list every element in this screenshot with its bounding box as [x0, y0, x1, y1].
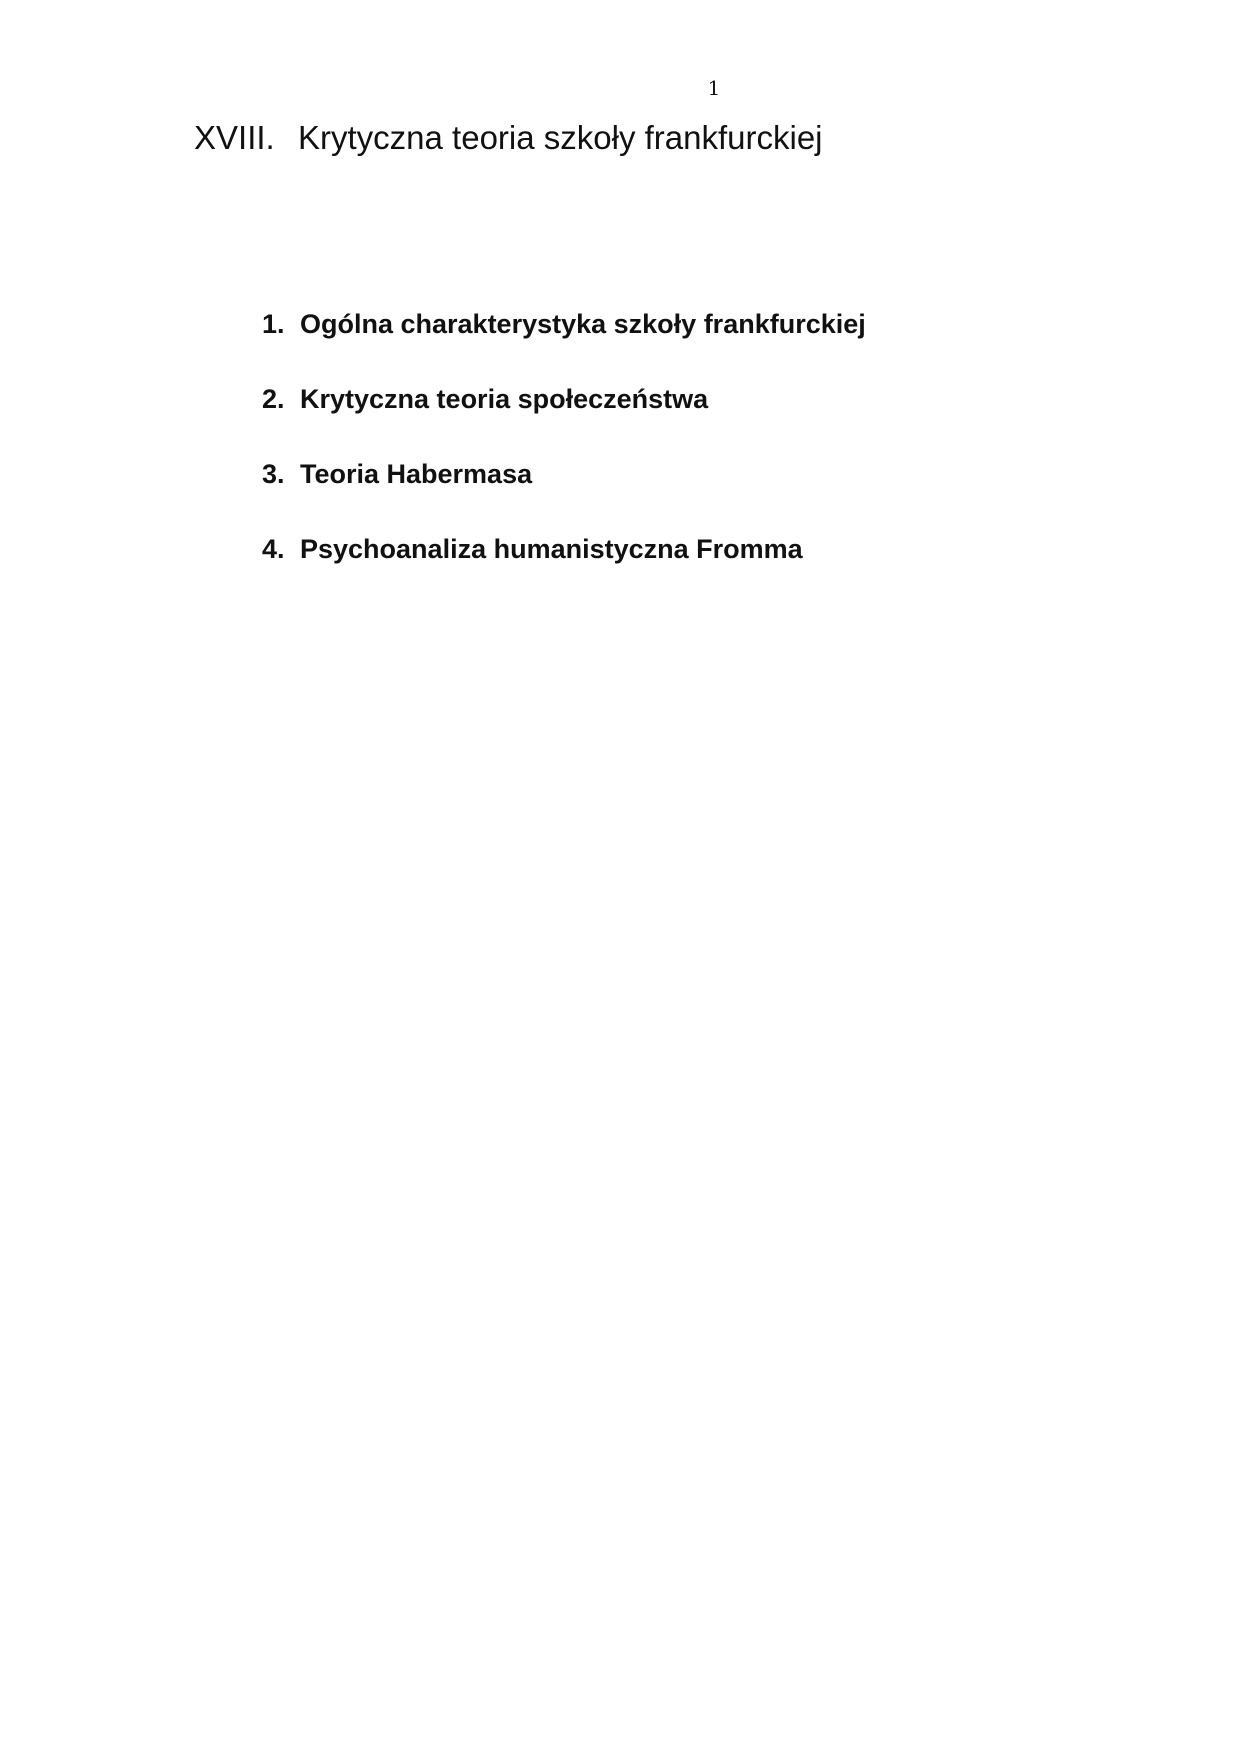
outline-item-number: 4.: [262, 534, 285, 564]
outline-item: [262, 532, 866, 566]
page-number: 1: [707, 76, 721, 100]
chapter-heading: [194, 118, 823, 158]
chapter-number: XVIII.: [194, 119, 275, 156]
outline-item-number: 1.: [262, 309, 285, 339]
outline-item-label: Ogólna charakterystyka szkoły frankfurckiej: [300, 309, 866, 339]
outline-item-number: 2.: [262, 384, 285, 414]
outline-item: [262, 307, 866, 341]
section-outline: [262, 307, 866, 607]
outline-item: [262, 457, 866, 491]
outline-item-number: 3.: [262, 459, 285, 489]
outline-item-label: Teoria Habermasa: [300, 459, 533, 489]
outline-item: [262, 382, 866, 416]
chapter-title: Krytyczna teoria szkoły frankfurckiej: [298, 119, 823, 156]
outline-item-label: Psychoanaliza humanistyczna Fromma: [300, 534, 803, 564]
outline-item-label: Krytyczna teoria społeczeństwa: [300, 384, 709, 414]
